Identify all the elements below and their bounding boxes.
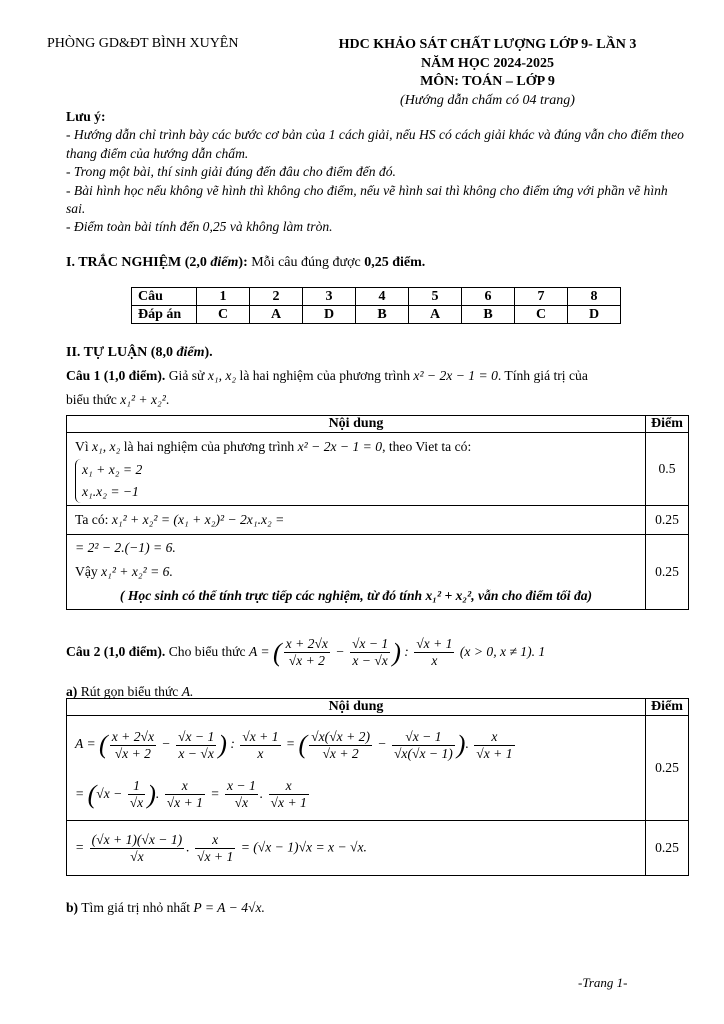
q2-expression: A = ( $\frac{x + 2√x}{√x + 2}$ − $\frac{√x - 1}{x - √x}$ ) : $\frac{√x + 1}{x}$ xyxy=(248,636,453,669)
part2-title-end: ). xyxy=(204,345,213,360)
step-text: là hai nghiệm của phương trình xyxy=(123,439,295,454)
school-year: NĂM HỌC 2024-2025 xyxy=(421,55,554,71)
step-score: 0.25 xyxy=(646,535,689,610)
answer-cell: B xyxy=(462,306,515,324)
step-text: Vậy xyxy=(75,564,98,579)
step-math: A = ( $\frac{x + 2√x}{√x + 2}$ − $\frac{√x - 1}{x - √x}$ ) : $\frac{√x + 1}{x}$ = ( $\frac{√x(√x + 2)}{√x + 2}$ − $\frac{√x - 1}{√x(√x - 1)}$ ). $\frac{x}{√x + 1}$ xyxy=(75,728,513,761)
row-label: Câu xyxy=(132,288,197,306)
page-footer: -Trang 1- xyxy=(578,975,628,990)
part-b-label: b) xyxy=(66,900,79,915)
solution-step xyxy=(67,535,646,610)
part1-desc: Mỗi câu đúng được xyxy=(251,255,361,270)
system-eq: x₁.x₂ = −1 xyxy=(82,484,139,499)
q2-part-b xyxy=(66,896,688,920)
content-header: Nội dung xyxy=(67,699,646,716)
solution-step xyxy=(67,716,646,821)
q1-label: Câu 1 (1,0 điểm). xyxy=(66,368,166,383)
content-header: Nội dung xyxy=(67,416,646,433)
q1-vars: x₁, x₂ xyxy=(207,368,237,383)
q2-label: Câu 2 (1,0 điểm). xyxy=(66,644,166,659)
step-math: x₁² + x₂² = 6. xyxy=(101,564,173,579)
q1-text: là hai nghiệm của phương trình xyxy=(239,368,411,383)
step-text: Vì xyxy=(75,439,89,454)
question-number: 7 xyxy=(515,288,568,306)
document-header xyxy=(300,36,675,110)
q2-text: Cho biểu thức xyxy=(168,644,246,659)
department-name: PHÒNG GD&ĐT BÌNH XUYÊN xyxy=(47,36,239,51)
note-item: - Hướng dẫn chỉ trình bày các bước cơ bản của 1 cách giải, nếu HS có cách giải khác và đúng vẫn cho điểm theo thang điểm của hướng dẫn chấm. xyxy=(66,127,684,161)
step-text: , theo Viet ta có: xyxy=(382,439,472,454)
note-item: - Trong một bài, thí sinh giải đúng đến đâu cho điểm đến đó. xyxy=(66,164,396,180)
notes-block xyxy=(66,108,686,237)
answer-cell: D xyxy=(568,306,621,324)
answer-cell: C xyxy=(515,306,568,324)
part1-points: 0,25 điểm. xyxy=(364,255,426,270)
step-score: 0.25 xyxy=(646,821,689,876)
step-math: x² − 2x − 1 = 0 xyxy=(297,439,383,454)
q1-text: biểu thức xyxy=(66,392,117,407)
part-b-text: Tìm giá trị nhỏ nhất xyxy=(81,900,190,915)
remark-text: , vẫn cho điểm tối đa) xyxy=(471,588,593,603)
step-math: = (√x − $\frac{1}{√x}$ ). $\frac{x}{√x + 1}$ = $\frac{x - 1}{√x}$ . $\frac{x}{√x + 1}$ xyxy=(75,778,307,811)
answer-key-answer-row xyxy=(132,306,621,324)
doc-title: HDC KHẢO SÁT CHẤT LƯỢNG LỚP 9- LẦN 3 xyxy=(338,37,637,52)
question-number: 2 xyxy=(250,288,303,306)
q2-condition: (x > 0, x ≠ 1). 1 xyxy=(459,644,546,659)
q1-text: . Tính giá trị của xyxy=(497,368,588,383)
solution-step: = $\frac{(√x + 1)(√x - 1)}{√x}$ . $\frac{x}{√x + 1}$ = (√x − 1)√x = x − √x. xyxy=(67,821,646,876)
answer-cell: D xyxy=(303,306,356,324)
step-score: 0.5 xyxy=(646,433,689,506)
remark-math: x₁² + x₂² xyxy=(425,588,472,603)
note-item: - Bài hình học nếu không vẽ hình thì không cho điểm, nếu vẽ hình sai thì không cho điểm ứng với phần vẽ hình sai. xyxy=(66,182,668,217)
question-2-statement xyxy=(66,630,688,675)
score-header: Điểm xyxy=(646,699,689,716)
note-item: - Điểm toàn bài tính đến 0,25 và không làm tròn. xyxy=(66,219,333,235)
question-number: 8 xyxy=(568,288,621,306)
part-b-expression: P = A − 4√x. xyxy=(193,900,265,915)
row-label: Đáp án xyxy=(132,306,197,324)
step-math: x₁, x₂ xyxy=(92,439,121,454)
part-a-var: A. xyxy=(181,684,194,699)
answer-key-table xyxy=(131,287,621,324)
score-header: Điểm xyxy=(646,416,689,433)
table-row xyxy=(67,433,689,506)
step-math: x₁² + x₂² = (x₁ + x₂)² − 2x₁.x₂ = xyxy=(111,512,285,527)
q2-solution-table xyxy=(66,698,689,876)
q1-solution-table xyxy=(66,415,689,610)
answer-cell: A xyxy=(409,306,462,324)
q1-text: Giả sử xyxy=(168,368,205,383)
step-text: Ta có: xyxy=(75,512,109,527)
page-count-note: (Hướng dẫn chấm có 04 trang) xyxy=(400,92,575,108)
step-result: = (√x − 1)√x = x − √x. xyxy=(240,839,367,855)
table-row xyxy=(67,821,689,876)
step-score: 0.25 xyxy=(646,506,689,535)
question-number: 3 xyxy=(303,288,356,306)
part-a-text: Rút gọn biểu thức xyxy=(80,684,179,699)
answer-key-question-row xyxy=(132,288,621,306)
question-number: 5 xyxy=(409,288,462,306)
step-score: 0.25 xyxy=(646,716,689,821)
part1-title-em: điểm xyxy=(210,255,239,270)
part1-heading xyxy=(66,255,425,271)
system-eq: x₁ + x₂ = 2 xyxy=(82,462,143,477)
question-1-statement: Câu 1 (1,0 điểm). Giả sử x₁, x₂ là hai nghiệm của phương trình x² − 2x − 1 = 0. Tính giá trị của biểu thức x₁² + x₂². xyxy=(66,368,588,407)
part2-title: II. TỰ LUẬN (8,0 xyxy=(66,345,173,360)
part2-title-em: điểm xyxy=(176,345,205,360)
subject: MÔN: TOÁN – LỚP 9 xyxy=(420,74,555,89)
solution-step xyxy=(67,433,646,506)
notes-heading: Lưu ý: xyxy=(66,109,106,124)
viet-system xyxy=(75,459,142,503)
step-math: = 2² − 2.(−1) = 6. xyxy=(75,540,176,555)
question-number: 1 xyxy=(197,288,250,306)
q1-expression: x₁² + x₂² xyxy=(120,392,166,407)
table-row xyxy=(67,535,689,610)
question-number: 4 xyxy=(356,288,409,306)
answer-cell: A xyxy=(250,306,303,324)
part2-heading xyxy=(66,345,213,361)
remark-text: ( Học sinh có thể tính trực tiếp các nghiệm, từ đó tính xyxy=(119,588,423,603)
question-number: 6 xyxy=(462,288,515,306)
part1-title: I. TRẮC NGHIỆM (2,0 xyxy=(66,255,207,270)
answer-cell: C xyxy=(197,306,250,324)
part-a-label: a) xyxy=(66,684,78,699)
q1-remark xyxy=(75,584,637,608)
table-row xyxy=(67,506,689,535)
q1-equation: x² − 2x − 1 = 0 xyxy=(413,368,498,383)
part1-title-end: ): xyxy=(238,255,248,270)
answer-cell: B xyxy=(356,306,409,324)
table-row xyxy=(67,716,689,821)
solution-step xyxy=(67,506,646,535)
